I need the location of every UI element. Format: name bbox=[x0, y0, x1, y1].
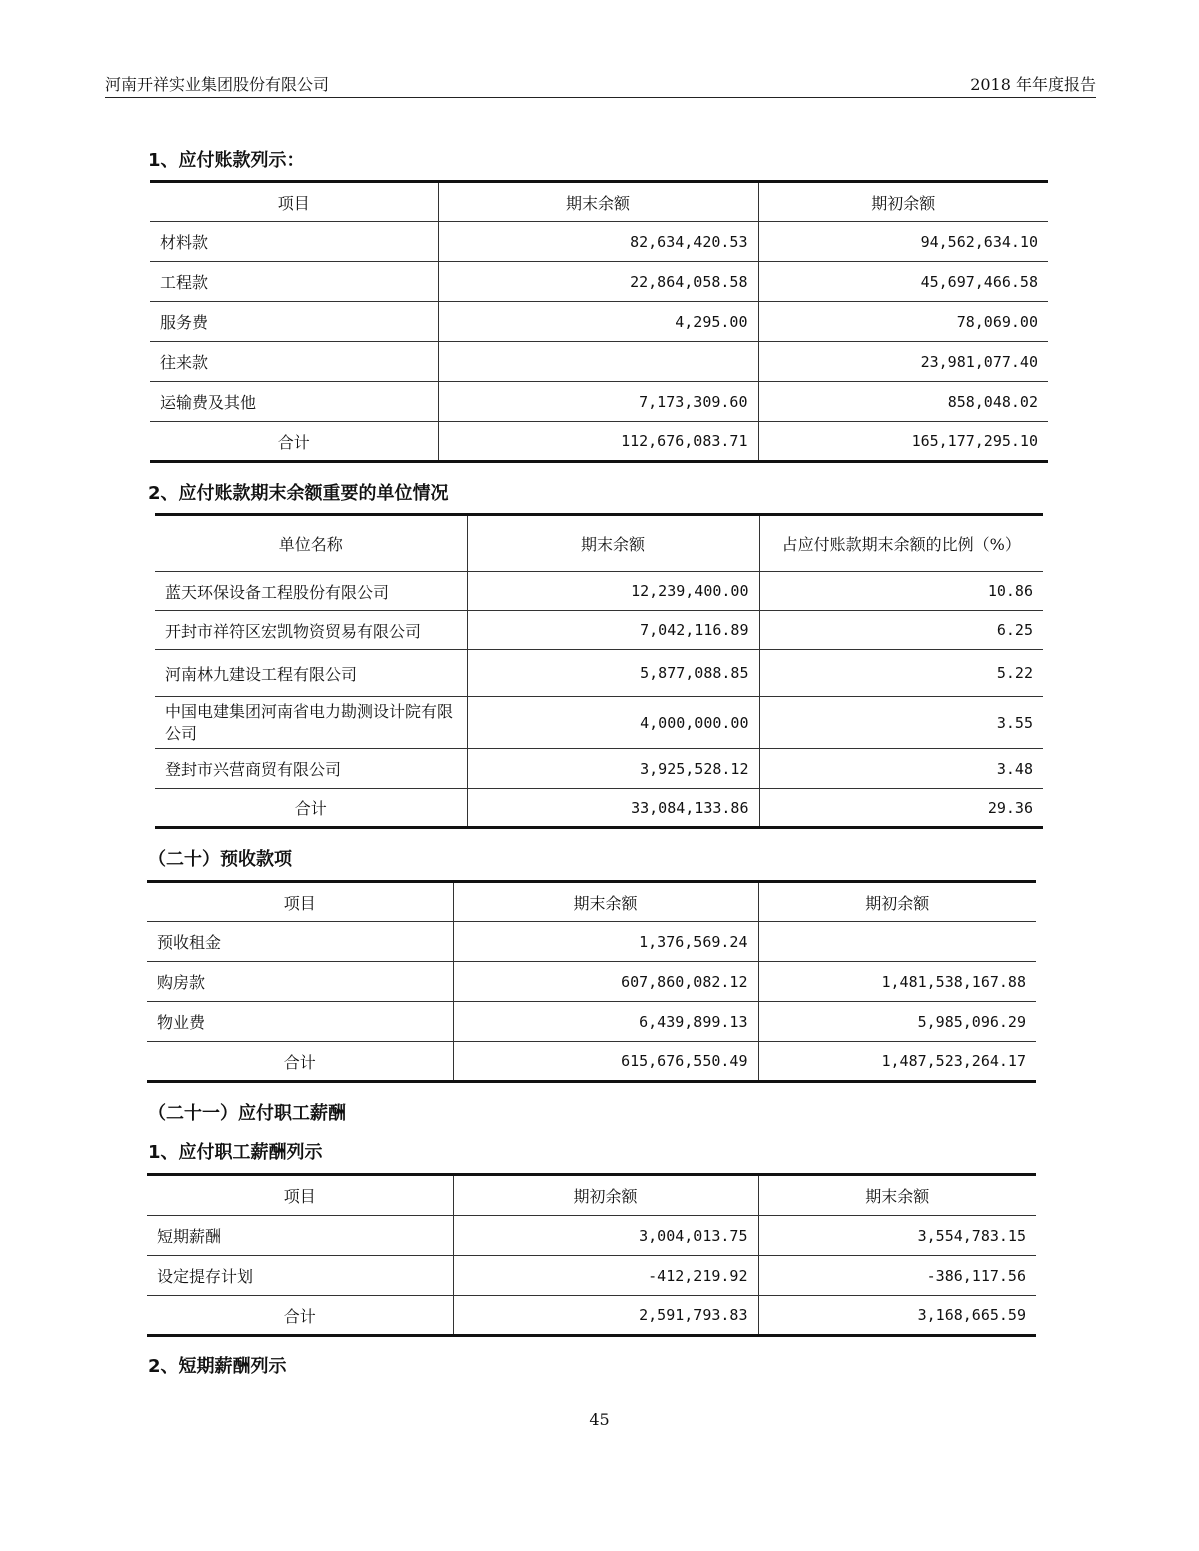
row-label: 运输费及其他 bbox=[150, 382, 438, 422]
row-label: 短期薪酬 bbox=[147, 1216, 453, 1256]
opening-balance: 2,591,793.83 bbox=[453, 1296, 758, 1336]
section-heading-major-payables: 2、应付账款期末余额重要的单位情况 bbox=[148, 483, 449, 504]
page-header bbox=[105, 70, 1096, 98]
ending-balance: 3,554,783.15 bbox=[758, 1216, 1036, 1256]
ending-balance: 5,877,088.85 bbox=[467, 650, 759, 697]
company-name-cell: 中国电建集团河南省电力勘测设计院有限公司 bbox=[155, 697, 467, 749]
ending-balance: 3,168,665.59 bbox=[758, 1296, 1036, 1336]
ending-balance: 7,173,309.60 bbox=[438, 382, 758, 422]
opening-balance: 1,481,538,167.88 bbox=[758, 962, 1036, 1002]
table-row bbox=[150, 302, 1048, 342]
company-name: 河南开祥实业集团股份有限公司 bbox=[105, 75, 330, 94]
table-header-row bbox=[150, 182, 1048, 222]
table-row bbox=[150, 222, 1048, 262]
table-row bbox=[150, 382, 1048, 422]
column-header: 期末余额 bbox=[438, 182, 758, 222]
column-header: 期初余额 bbox=[453, 1175, 758, 1216]
ratio: 3.48 bbox=[759, 749, 1043, 789]
column-header: 期初余额 bbox=[758, 882, 1036, 922]
opening-balance: 45,697,466.58 bbox=[758, 262, 1048, 302]
table-row bbox=[147, 1256, 1036, 1296]
ending-balance: 33,084,133.86 bbox=[467, 789, 759, 828]
major-payables-table bbox=[155, 513, 1043, 829]
column-header: 期末余额 bbox=[758, 1175, 1036, 1216]
table-row bbox=[155, 749, 1043, 789]
employee-compensation-table bbox=[147, 1173, 1036, 1337]
ending-balance: 112,676,083.71 bbox=[438, 422, 758, 462]
table-row bbox=[155, 697, 1043, 749]
row-label: 设定提存计划 bbox=[147, 1256, 453, 1296]
column-header: 期初余额 bbox=[758, 182, 1048, 222]
ending-balance: 22,864,058.58 bbox=[438, 262, 758, 302]
table-row bbox=[155, 572, 1043, 611]
table-header-row bbox=[147, 1175, 1036, 1216]
opening-balance: 165,177,295.10 bbox=[758, 422, 1048, 462]
ending-balance: 12,239,400.00 bbox=[467, 572, 759, 611]
section-heading-compensation-list: 1、应付职工薪酬列示 bbox=[148, 1142, 323, 1163]
opening-balance: 94,562,634.10 bbox=[758, 222, 1048, 262]
column-header: 项目 bbox=[147, 1175, 453, 1216]
ending-balance: 82,634,420.53 bbox=[438, 222, 758, 262]
opening-balance: 23,981,077.40 bbox=[758, 342, 1048, 382]
accounts-payable-table bbox=[150, 180, 1048, 463]
ending-balance: -386,117.56 bbox=[758, 1256, 1036, 1296]
ratio: 5.22 bbox=[759, 650, 1043, 697]
ending-balance: 4,000,000.00 bbox=[467, 697, 759, 749]
row-label: 合计 bbox=[147, 1296, 453, 1336]
column-header: 项目 bbox=[147, 882, 453, 922]
column-header: 单位名称 bbox=[155, 515, 467, 572]
table-row bbox=[147, 1002, 1036, 1042]
total-row bbox=[150, 422, 1048, 462]
ending-balance: 6,439,899.13 bbox=[453, 1002, 758, 1042]
report-title: 2018 年年度报告 bbox=[970, 75, 1096, 94]
column-header: 期末余额 bbox=[467, 515, 759, 572]
section-heading-employee-compensation: （二十一）应付职工薪酬 bbox=[148, 1103, 346, 1124]
ratio: 10.86 bbox=[759, 572, 1043, 611]
ending-balance: 7,042,116.89 bbox=[467, 611, 759, 650]
company-name-cell: 开封市祥符区宏凯物资贸易有限公司 bbox=[155, 611, 467, 650]
opening-balance: 3,004,013.75 bbox=[453, 1216, 758, 1256]
company-name-cell: 河南林九建设工程有限公司 bbox=[155, 650, 467, 697]
table-row bbox=[150, 262, 1048, 302]
ratio: 29.36 bbox=[759, 789, 1043, 828]
ending-balance: 4,295.00 bbox=[438, 302, 758, 342]
opening-balance: 78,069.00 bbox=[758, 302, 1048, 342]
ending-balance: 615,676,550.49 bbox=[453, 1042, 758, 1082]
ending-balance: 3,925,528.12 bbox=[467, 749, 759, 789]
total-row bbox=[147, 1296, 1036, 1336]
column-header: 项目 bbox=[150, 182, 438, 222]
table-row bbox=[147, 962, 1036, 1002]
column-header: 占应付账款期末余额的比例（%） bbox=[759, 515, 1043, 572]
row-label: 合计 bbox=[147, 1042, 453, 1082]
total-row bbox=[155, 789, 1043, 828]
row-label: 服务费 bbox=[150, 302, 438, 342]
table-row bbox=[147, 1216, 1036, 1256]
table-header-row bbox=[147, 882, 1036, 922]
row-label: 材料款 bbox=[150, 222, 438, 262]
row-label: 合计 bbox=[155, 789, 467, 828]
total-row bbox=[147, 1042, 1036, 1082]
opening-balance: -412,219.92 bbox=[453, 1256, 758, 1296]
row-label: 合计 bbox=[150, 422, 438, 462]
company-name-cell: 登封市兴营商贸有限公司 bbox=[155, 749, 467, 789]
table-header-row bbox=[155, 515, 1043, 572]
opening-balance: 1,487,523,264.17 bbox=[758, 1042, 1036, 1082]
opening-balance bbox=[758, 922, 1036, 962]
ending-balance: 607,860,082.12 bbox=[453, 962, 758, 1002]
page-number: 45 bbox=[589, 1410, 610, 1429]
table-row bbox=[147, 922, 1036, 962]
ratio: 3.55 bbox=[759, 697, 1043, 749]
opening-balance: 5,985,096.29 bbox=[758, 1002, 1036, 1042]
table-row bbox=[155, 611, 1043, 650]
ratio: 6.25 bbox=[759, 611, 1043, 650]
section-heading-short-term-compensation: 2、短期薪酬列示 bbox=[148, 1356, 287, 1377]
advance-receipts-table bbox=[147, 880, 1036, 1083]
ending-balance bbox=[438, 342, 758, 382]
row-label: 往来款 bbox=[150, 342, 438, 382]
ending-balance: 1,376,569.24 bbox=[453, 922, 758, 962]
section-heading-accounts-payable: 1、应付账款列示： bbox=[148, 150, 305, 171]
row-label: 预收租金 bbox=[147, 922, 453, 962]
row-label: 购房款 bbox=[147, 962, 453, 1002]
column-header: 期末余额 bbox=[453, 882, 758, 922]
row-label: 工程款 bbox=[150, 262, 438, 302]
opening-balance: 858,048.02 bbox=[758, 382, 1048, 422]
section-heading-advance-receipts: （二十）预收款项 bbox=[148, 849, 292, 870]
row-label: 物业费 bbox=[147, 1002, 453, 1042]
table-row bbox=[150, 342, 1048, 382]
table-row bbox=[155, 650, 1043, 697]
company-name-cell: 蓝天环保设备工程股份有限公司 bbox=[155, 572, 467, 611]
